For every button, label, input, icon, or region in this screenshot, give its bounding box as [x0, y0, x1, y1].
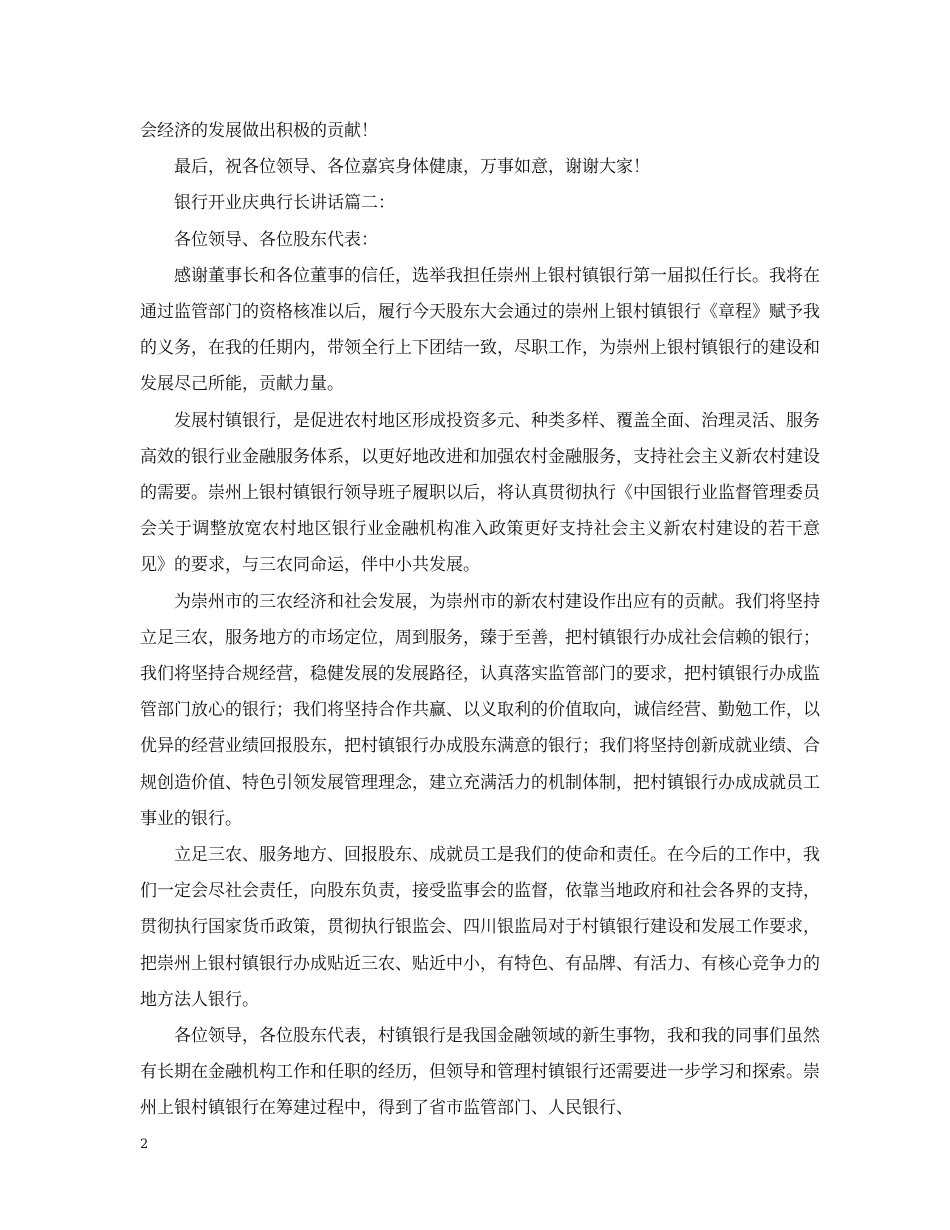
section-heading: 银行开业庆典行长讲话篇二： — [174, 193, 395, 214]
paragraph-continuation: 会经济的发展做出积极的贡献！ — [140, 121, 378, 141]
paragraph-closing-wishes: 最后，祝各位领导、各位嘉宾身体健康，万事如意，谢谢大家！ — [174, 157, 650, 178]
paragraph-commitments: 为崇州市的三农经济和社会发展，为崇州市的新农村建设作出应有的贡献。我们将坚持立足三农，服务地方的市场定位，周到服务，臻于至善，把村镇银行办成社会信赖的银行；我们将坚持合规经营，稳健发展的发展路径，认真落实监管部门的要求，把村镇银行办成监管部门放心的银行；我们将坚持合作共赢、以义取利的价值取向，诚信经营、勤勉工作，以优异的经营业绩回报股东，把村镇银行办成股东满意的银行；我们将坚持创新成就业绩、合规创造价值、特色引领发展管理理念，建立充满活力的机制体制，把村镇银行办成成就员工事业的银行。 — [140, 591, 820, 829]
paragraph-mission: 立足三农、服务地方、回报股东、成就员工是我们的使命和责任。在今后的工作中，我们一定会尽社会责任，向股东负责，接受监事会的监督，依靠当地政府和社会各界的支持，贯彻执行国家货币政策，贯彻执行银监会、四川银监局对于村镇银行建设和发展工作要求，把崇州上银村镇银行办成贴近三农、贴近中小，有特色、有品牌、有活力、有核心竞争力的地方法人银行。 — [140, 845, 820, 1010]
page-number: 2 — [140, 1137, 149, 1152]
paragraph-development: 发展村镇银行，是促进农村地区形成投资多元、种类多样、覆盖全面、治理灵活、服务高效的银行业金融服务体系，以更好地改进和加强农村金融服务，支持社会主义新农村建设的需要。崇州上银村镇银行领导班子履职以后，将认真贯彻执行《中国银行业监督管理委员会关于调整放宽农村地区银行业金融机构准入政策更好支持社会主义新农村建设的若干意见》的要求，与三农同命运，伴中小共发展。 — [140, 410, 820, 576]
paragraph-thanks: 感谢董事长和各位董事的信任，选举我担任崇州上银村镇银行第一届拟任行长。我将在通过监管部门的资格核准以后，履行今天股东大会通过的崇州上银村镇银行《章程》赋予我的义务，在我的任期内，带领全行上下团结一致，尽职工作，为崇州上银村镇银行的建设和发展尽己所能，贡献力量。 — [140, 265, 820, 395]
paragraph-learning: 各位领导，各位股东代表，村镇银行是我国金融领域的新生事物，我和我的同事们虽然有长期在金融机构工作和任职的经历，但领导和管理村镇银行还需要进一步学习和探索。崇州上银村镇银行在筹建过程中，得到了省市监管部门、人民银行、 — [140, 1026, 820, 1119]
document-body — [140, 113, 820, 1127]
salutation: 各位领导、各位股东代表： — [174, 229, 378, 250]
